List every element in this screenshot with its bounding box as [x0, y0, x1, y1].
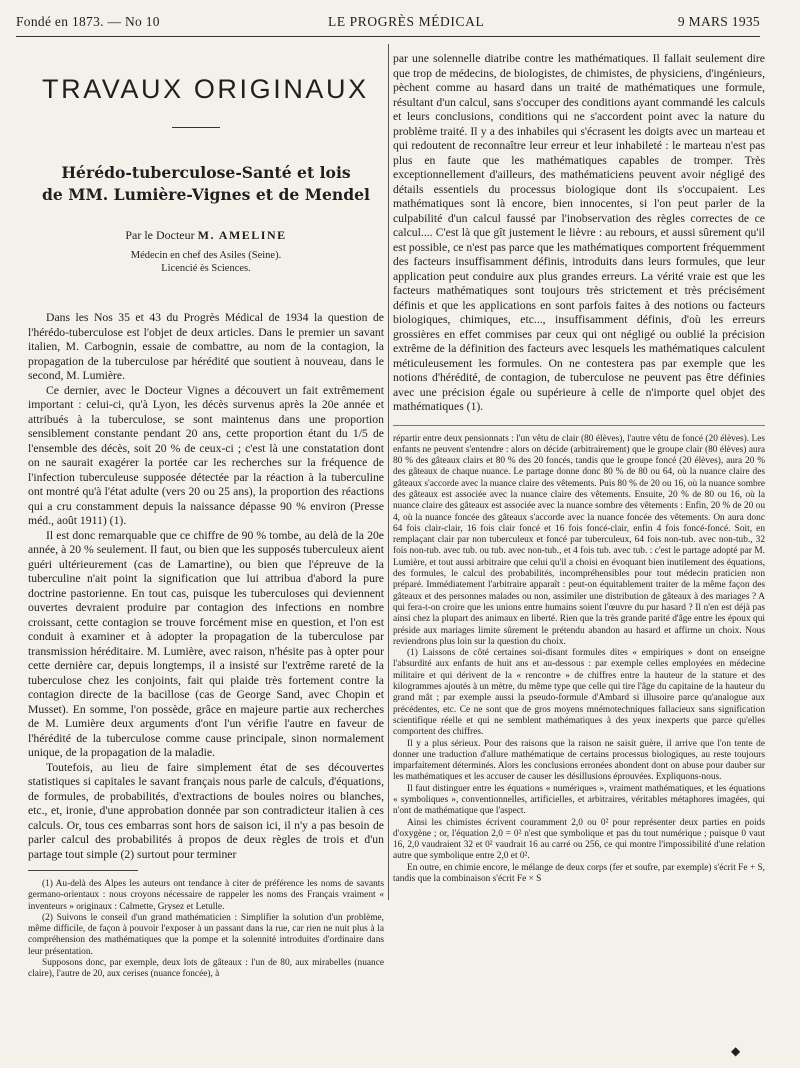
note: Il y a plus sérieux. Pour des raisons que la raison ne saisit guère, il arrive que l'on tente de donner une traduction d'allure mathématique de certains processus biologiques, au reste toujours imparfaitement déterminés. Alors les conclusions erronées abondent dont on abuse pour dauber sur les mathématiques et les accuser de causer les désillusions éprouvées. Expliquons-nous. — [393, 738, 765, 783]
paragraph: Toutefois, au lieu de faire simplement état de ses découvertes statistiques si capitales le savant français nous parle de calculs, d'équations, de formules, de probabilités, d'extractions de boules noires ou blanches, etc., et, ironie, d'une approbation donnée par son contradicteur italien à ces calculs. Or, tous ces embarras sont hors de saison ici, il n'y a pas besoin de parler calcul des probabilités à propos de deux règles de trois et d'un partage tout simple (2) surtout pour terminer — [28, 760, 384, 861]
byline-prefix: Par le Docteur — [125, 228, 195, 242]
issue-date: 9 MARS 1935 — [677, 14, 760, 29]
author-name: M. AMELINE — [197, 228, 287, 242]
note: En outre, en chimie encore, le mélange de deux corps (fer et soufre, par exemple) s'écrit Fe + S, tandis que la combinaison s'écrit Fe × S — [393, 862, 765, 885]
journal-name: LE PROGRÈS MÉDICAL — [328, 14, 485, 29]
footnote: (1) Au-delà des Alpes les auteurs ont tendance à citer de préférence les noms de savants germano-orientaux : nous croyons nécessaire de rappeler les noms des Français vraiment « inventeurs » originaux : Calmette, Grysez et Letulle. — [28, 879, 384, 912]
paragraph: Ce dernier, avec le Docteur Vignes a découvert un fait extrêmement important : celui-ci, qu'à Lyon, les décès survenus après la 20e année et attribués à la tuberculose, se sont maintenus dans une proportion sensiblement constante pendant 20 ans, cette proportion étant du 1/5 de l'ensemble des décès, soit 20 % de ceux-ci ; c'est là une constatation dont on ne saurait exagérer la portée car les recherches sur la fréquence de l'infection tuberculeuse supposée détectée par la réaction à la tuberculine ont montré qu'à l'état adulte (vers 20 ou 25 ans), la proportion des réactions qui a cru constamment depuis la naissance dépasse 90 % environ (Presse méd., août 1911) (1). — [28, 383, 384, 527]
note: répartir entre deux pensionnats : l'un vêtu de clair (80 élèves), l'autre vêtu de foncé (20 élèves). Les enfants ne peuvent s'entendre : alors on décide (arbitrairement) que le groupe clair (80 élèves) aura 80 % des gâteaux clairs et 80 % des 20 foncés, tandis que le groupe foncé (20 élèves), aura 20 % des gâteaux de chaque nuance. Le partage donne donc 80 % de 80 ou 64, où la nuance claire des gâteaux s'accorde avec la nuance claire des vêtements. Puis 80 % de 20 ou 16, où la nuance sombre des gâteaux est associée avec la nuance claire des vêtements. Ensuite, 20 % de 80 ou 16, où la nuance claire des gâteaux est associée avec la nuance sombre des vêtements : Enfin, 20 % de 20 ou 4, où la nuance foncée des gâteaux s'accorde avec la nuance foncée des vêtements. On aura donc 64 fois clair-clair, 16 fois clair foncé et 16 fois foncé-clair, enfin 4 fois foncé-foncé. Soit, en remplaçant clair par non tuberculeux et foncé par tuberculeux, 64 fois non-tub. avec non-tub., 32 fois non-tub. avec tub. ou tub. avec non-tub., et 4 fois tub. avec tub. : c'est le partage adopté par M. Lumière, et tout aussi arbitraire que celui qu'il a choisi en évoquant bien inutilement des équations, des formules, le calcul des probabilités, incompréhensibles pour tout médecin praticien non préparé. Immédiatement l'arbitraire apparaît : peut-on équitablement traiter de la même façon des gâteaux et des personnes malades ou non, assimiler une distribution de gâteaux à des mariages ? A qui fera-t-on croire que les unions entre humains soient l'œuvre du pur hasard ? Il n'en est déjà pas ainsi chez la plupart des animaux en liberté. Rien que la très grande parité d'âge entre les époux qui préside aux mariages limite sûrement le prétendu abandon au hasard et affirme un choix. Nous reviendrons plus loin sur la question du choix. — [393, 433, 765, 647]
left-body-text — [28, 311, 384, 862]
article-title — [28, 162, 384, 206]
running-head — [16, 14, 760, 32]
footnote: Supposons donc, par exemple, deux lots de gâteaux : l'un de 80, aux mirabelles (nuance claire), l'autre de 20, aux cerises (nuance foncée), à — [28, 958, 384, 980]
note: (1) Laissons de côté certaines soi-disant formules dites « empiriques » dont on enseigne l'absurdité aux enfants de huit ans et au-dessous : par exemple celles employées en médecine militaire et qui dérivent de la « rencontre » de chiffres entre la hauteur de la stature et des kilogrammes ajoutés à un mètre, du même type que celle qui tire l'âge du capitaine de la hauteur du grand mât ; par exemple aussi la pseudo-formule d'Ambard si illusoire parce qu'analogue aux précédentes, etc. Ce ne sont que de gros moyens mnémotechniques fallacieux sans signification scientifique réelle et qui ne semblent mathématiques à des yeux inexperts que parce qu'elles comportent des chiffres. — [393, 648, 765, 738]
left-column — [28, 44, 384, 1064]
note: Il faut distinguer entre les équations « numériques », vraiment mathématiques, et les équations « symboliques », conventionnelles, artificielles, et arbitraires, véritables métaphores imagées, qui n'ont de mathématique que l'aspect. — [393, 783, 765, 817]
section-rule — [172, 127, 220, 128]
author-affiliation — [28, 249, 384, 275]
byline — [28, 228, 384, 243]
end-ornament: ◆ — [731, 1044, 741, 1058]
notes — [393, 425, 765, 886]
paragraph: Dans les Nos 35 et 43 du Progrès Médical de 1934 la question de l'hérédo-tuberculose est l'objet de deux articles. Dans le premier un savant italien, M. Carbognin, essaie de combattre, au nom de la contagion, la propagation de la tuberculose par hérédité que soutient à nouveau, dans le second, M. Lumière. — [28, 311, 384, 382]
section-title: TRAVAUX ORIGINAUX — [42, 74, 369, 104]
paragraph: par une solennelle diatribe contre les mathématiques. Il fallait seulement dire que trop de médecins, de biologistes, de chimistes, de physiciens, d'ingénieurs, pèchent comme au hasard dans un traité de mathématiques une formule, résultant d'un calcul, sans s'occuper des conditions ayant commandé les calculs et leurs conclusions, conditions qui ne s'accordent point avec la nature du problème traité. Il y a des inhabiles qui s'écrasent les doigts avec un marteau et qui redoutent de reconnaître leur erreur et leur inhabileté : le marteau n'est pas plus en faute que les mathématiques capables de tromper. Très exceptionnellement d'ailleurs, des mathématiciens peuvent avoir négligé des détails essentiels du processus biologique dont ils s'occupaient. Les mathématiques sont là encore, bien innocentes, si l'on peut parler de la culpabilité d'un calcul faussé par l'inobservation des règles correctes de ce calcul.... C'est là que gît justement le lièvre : au rebours, et aussi sûrement qu'il est possible, ce n'est pas parce que les mathématiques comportent fréquemment des facteurs insuffisamment définis, introduits dans leurs formules, que leur application peut conduire aux plus grandes erreurs. La vérité vraie est que les facteurs mathématiques sont toujours très strictement et très précisément définis et que les applications en sont parfois faites à des notions ou facteurs biologiques, chimiques, etc..., insuffisamment définis, d'où les erreurs grossières en effet commises par ceux qui ont négligé ou oublié la précision extrême de la définition des facteurs avec lesquels les mathématiques calculent méticuleusement les formules. On ne contestera pas par exemple que les notions d'hérédité, de contagion, de tuberculose ne peuvent pas être définies avec une précision égale ou supérieure à celle de n'importe quel objet des mathématiques (1). — [393, 52, 765, 413]
affiliation-line-2: Licencié ès Sciences. — [161, 263, 251, 274]
header-founded: Fondé en 1873. — No 10 — [16, 14, 160, 29]
footnote-rule — [28, 870, 138, 871]
column-divider — [388, 44, 389, 900]
right-body-text — [393, 52, 765, 415]
article-title-line-2: de MM. Lumière-Vignes et de Mendel — [42, 185, 370, 204]
affiliation-line-1: Médecin en chef des Asiles (Seine). — [130, 250, 282, 261]
right-column — [393, 44, 765, 1064]
paragraph: Il est donc remarquable que ce chiffre de 90 % tombe, au delà de la 20e année, à 20 % seulement. Il faut, ou bien que les supposés tuberculeux aient guéri ultérieurement (cas de Lamartine), ou bien que l'épreuve de la tuberculine n'ait point la signification que lui attribua d'abord la pure doctrine pastorienne. En tout cas, puisque les tuberculoses qui deviennent ouvertes devraient produire par contagion des infections en nombre croissant, cette contagion se trouve forcément mise en question, et l'on est conduit à examiner et à adopter la propagation de la tuberculose par transmission héréditaire. M. Lumière, avec raison, n'hésite pas à opter pour cette dernière car, depuis longtemps, il a insisté sur l'extrême rareté de la tuberculose chez les conjoints, fait qui plaide très fortement contre la contagion directe de la bacillose (cas de George Sand, avec Chopin et Musset). En somme, l'on possède, grâce en majeure partie aux recherches de M. Lumière deux arguments d'ont l'un vérifie l'autre en faveur de l'hérédité de la tuberculose comme cause principale, sinon normalement unique, de la propagation de la maladie. — [28, 528, 384, 759]
header-rule — [16, 36, 760, 37]
footnotes — [28, 879, 384, 981]
article-title-line-1: Hérédo-tuberculose-Santé et lois — [61, 163, 351, 182]
footnote: (2) Suivons le conseil d'un grand mathématicien : Simplifier la solution d'un problème, même difficile, de façon à pouvoir l'exposer à un passant dans la rue, car rien ne nuit plus à la compréhension des mathématiques que la pompe et la solennité introduites d'ordinaire dans leur présentation. — [28, 912, 384, 957]
note: Ainsi les chimistes écrivent couramment 2,0 ou 0² pour représenter deux parties en poids d'oxygène ; or, l'équation 2,0 = 0² n'est que symbolique et pas du tout numérique ; puisque 0 vaut 16, 2,0 vaudraient 32 et 0² vaudrait 16 au carré ou 256, ce qui montre l'impossibilité d'une relation autre que symbolique entre 2,0 et 0². — [393, 817, 765, 862]
